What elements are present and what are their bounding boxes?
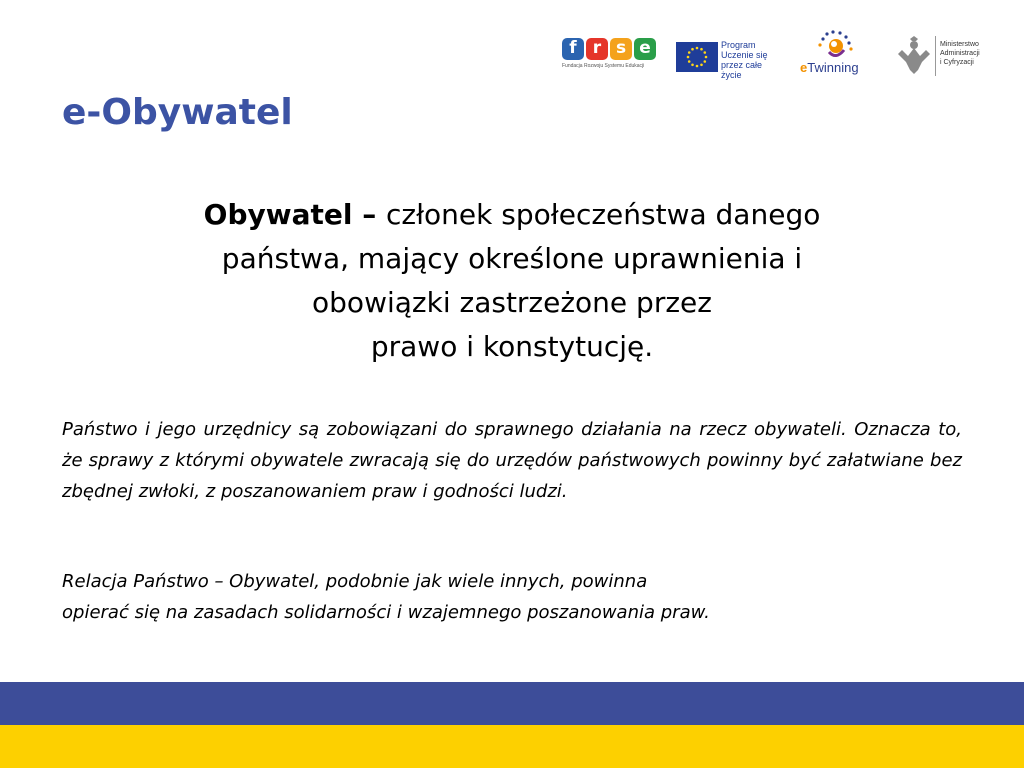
ministry-logo	[896, 34, 996, 78]
definition-line3: obowiązki zastrzeżone przez	[312, 286, 712, 319]
frse-logo	[562, 38, 662, 69]
etwinning-logo	[800, 30, 880, 80]
ministry-line2: Administracji	[940, 50, 980, 57]
ministry-line3: i Cyfryzacji	[940, 59, 974, 66]
footer-stripe-blue	[0, 682, 1024, 725]
paragraph-relation-line1: Relacja Państwo – Obywatel, podobnie jak wiele innych, powinna	[62, 571, 648, 592]
definition-block	[100, 193, 924, 369]
definition-line2: państwa, mający określone uprawnienia i	[221, 242, 803, 275]
frse-letter-s: s	[610, 38, 632, 60]
definition-term: Obywatel	[203, 198, 353, 231]
definition-dash: –	[352, 198, 386, 231]
footer-stripe-yellow	[0, 725, 1024, 768]
frse-letter-f: f	[562, 38, 584, 60]
eu-programme-line1: Program	[721, 40, 756, 50]
etwinning-name	[800, 60, 859, 75]
frse-letter-e: e	[634, 38, 656, 60]
frse-letters	[562, 38, 662, 60]
frse-caption: Fundacja Rozwoju Systemu Edukacji	[562, 63, 645, 69]
etwinning-prefix: e	[800, 60, 808, 75]
ministry-text	[940, 40, 980, 67]
paragraph-relation-line2: opierać się na zasadach solidarności i wzajemnego poszanowania praw.	[62, 602, 710, 623]
paragraph-relation	[62, 566, 962, 628]
eu-programme-logo	[676, 40, 776, 80]
definition-line4: prawo i konstytucję.	[370, 330, 654, 363]
eu-programme-text	[721, 40, 776, 80]
eu-programme-line3: przez całe życie	[721, 60, 763, 80]
frse-letter-r: r	[586, 38, 608, 60]
etwinning-stars-icon	[814, 30, 858, 60]
polish-eagle-icon	[896, 36, 932, 76]
eu-flag-icon	[676, 42, 718, 72]
etwinning-word: Twinning	[807, 60, 859, 75]
definition-line1: członek społeczeństwa danego	[386, 198, 821, 231]
eu-programme-line2: Uczenie się	[721, 50, 768, 60]
ministry-line1: Ministerstwo	[940, 41, 979, 48]
page-title: e-Obywatel	[62, 92, 293, 133]
ministry-divider	[935, 36, 936, 76]
paragraph-duties: Państwo i jego urzędnicy są zobowiązani do sprawnego działania na rzecz obywateli. Oznacza to, że sprawy z którymi obywatele zwracają się do urzędów państwowych powinny być załatwiane bez zbędnej zwłoki, z poszanowaniem praw i godności ludzi.	[62, 419, 962, 502]
